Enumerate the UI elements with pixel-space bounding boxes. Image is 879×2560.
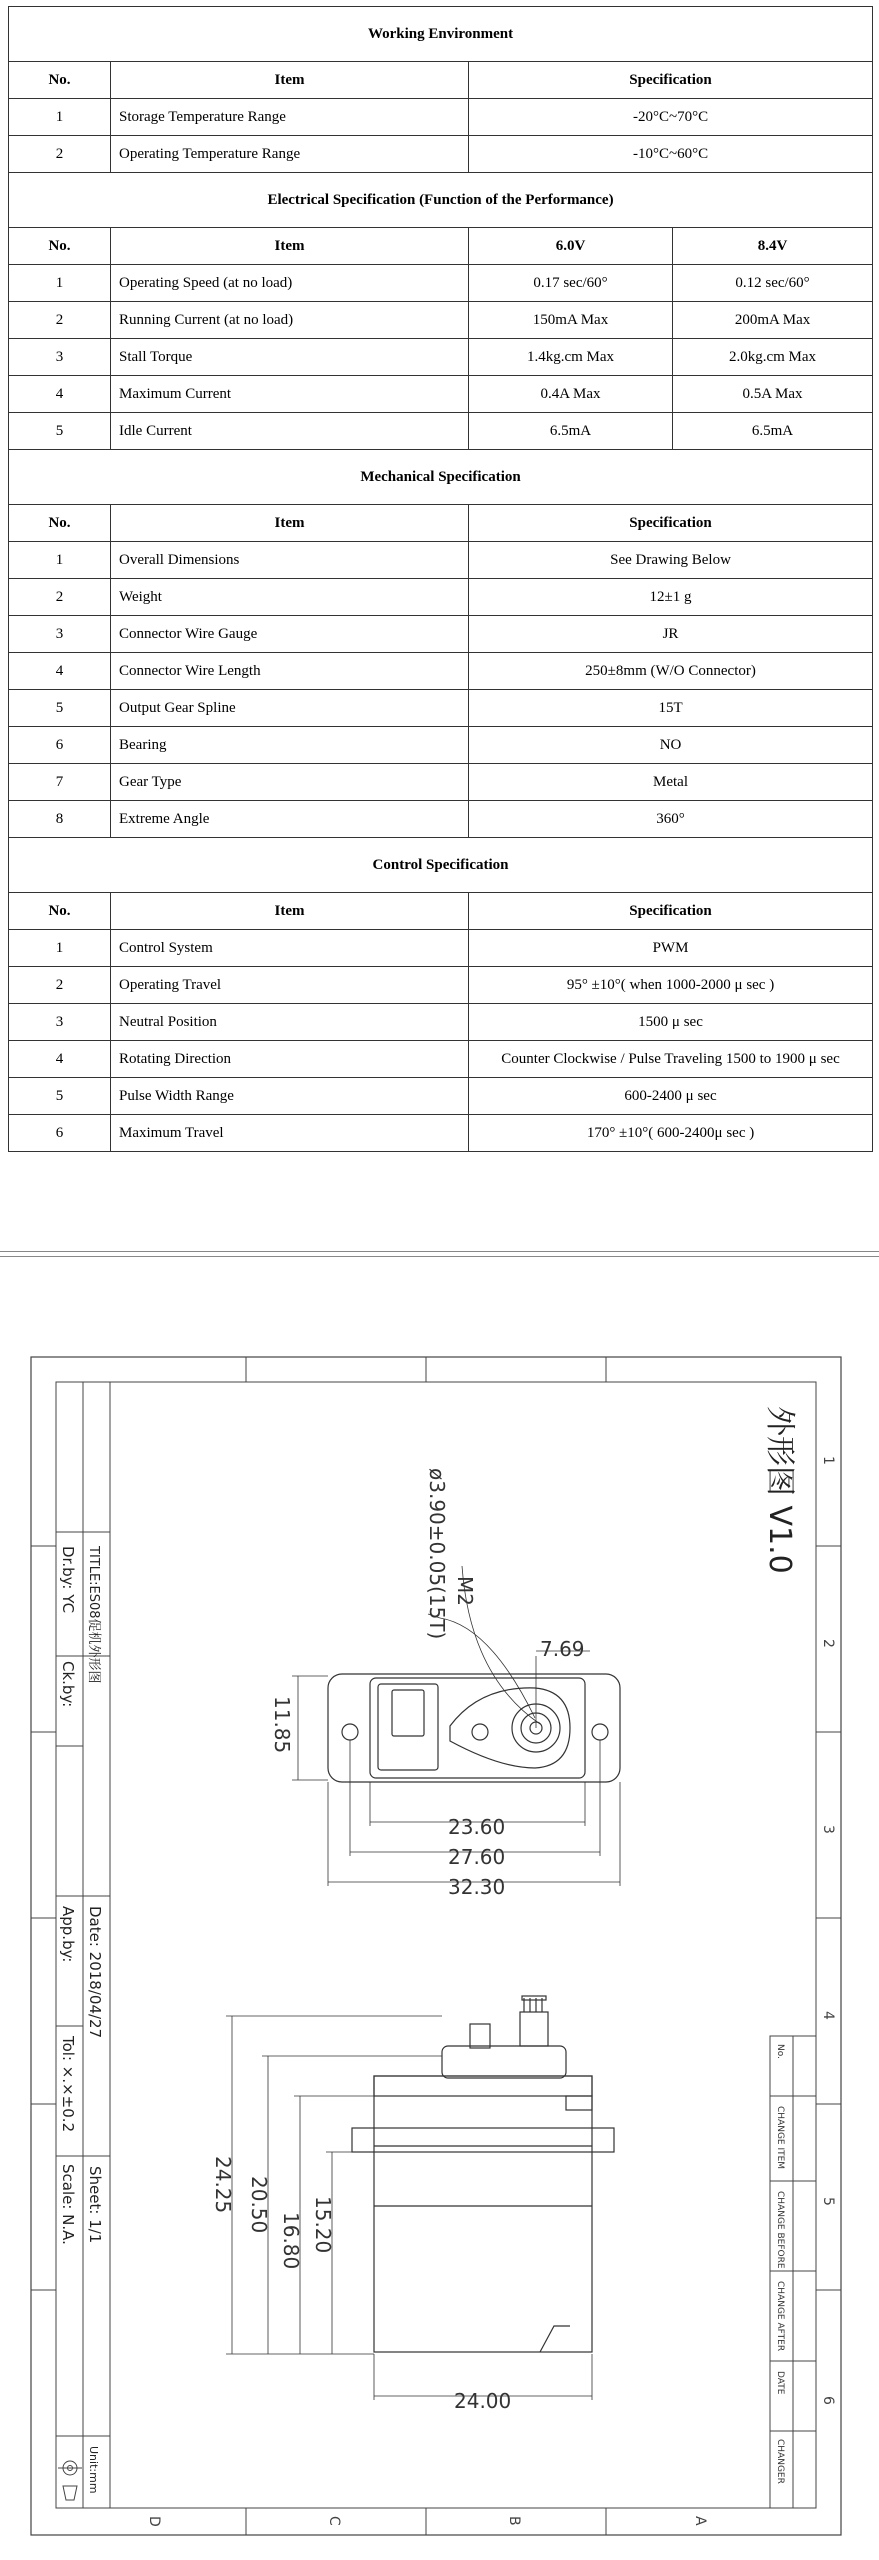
header-cell: Specification	[469, 505, 873, 542]
row-item: Maximum Travel	[111, 1115, 469, 1152]
header-row	[9, 228, 873, 265]
row-item: Operating Speed (at no load)	[111, 265, 469, 302]
row-number: 1	[9, 99, 111, 136]
spec-sheet	[8, 6, 872, 1152]
row-number: 5	[9, 690, 111, 727]
row-number: 4	[9, 1041, 111, 1078]
specification-table	[8, 6, 873, 1152]
row-number: 8	[9, 801, 111, 838]
title-block-text	[59, 1545, 104, 2494]
section-title: Electrical Specification (Function of the Performance)	[9, 173, 873, 228]
dim-overall-width: 32.30	[448, 1875, 506, 1899]
table-row	[9, 653, 873, 690]
row-item: Output Gear Spline	[111, 690, 469, 727]
row-item: Bearing	[111, 727, 469, 764]
header-cell: Specification	[469, 62, 873, 99]
row-zone-label: 2	[820, 1639, 836, 1648]
row-item: Operating Travel	[111, 967, 469, 1004]
header-cell: No.	[9, 505, 111, 542]
row-number: 2	[9, 579, 111, 616]
row-number: 1	[9, 265, 111, 302]
row-number: 3	[9, 1004, 111, 1041]
dim-spline: ø3.90±0.05(15T)	[425, 1468, 449, 1640]
row-item: Gear Type	[111, 764, 469, 801]
section-title-row	[9, 173, 873, 228]
column-zone-label: A	[692, 2516, 708, 2526]
tb-approved-by: App.by:	[59, 1906, 77, 1963]
header-cell: No.	[9, 228, 111, 265]
row-value: 0.4A Max	[469, 376, 673, 413]
table-row	[9, 1115, 873, 1152]
tb-unit: Unit:mm	[87, 2446, 100, 2494]
table-row	[9, 542, 873, 579]
table-row	[9, 376, 873, 413]
page-divider	[0, 1251, 879, 1252]
section-title-row	[9, 7, 873, 62]
row-value: 6.5mA	[469, 413, 673, 450]
table-row	[9, 1041, 873, 1078]
header-cell: No.	[9, 893, 111, 930]
dim-case-height: 16.80	[279, 2212, 303, 2270]
row-zone-labels	[820, 1456, 836, 2405]
row-number: 4	[9, 653, 111, 690]
dim-screw: M2	[453, 1576, 477, 1606]
row-number: 7	[9, 764, 111, 801]
column-zone-label: C	[326, 2516, 342, 2526]
table-row	[9, 690, 873, 727]
tb-title: TITLE:ES08促机外形图	[86, 1546, 101, 1684]
section-title: Mechanical Specification	[9, 450, 873, 505]
row-number: 2	[9, 136, 111, 173]
row-number: 6	[9, 1115, 111, 1152]
row-value: JR	[469, 616, 873, 653]
table-row	[9, 99, 873, 136]
page-divider	[0, 1256, 879, 1257]
side-view-dimension-text	[211, 2156, 511, 2413]
dim-body-width: 23.60	[448, 1815, 506, 1839]
section-title: Control Specification	[9, 838, 873, 893]
row-number: 6	[9, 727, 111, 764]
row-value: 1500 μ sec	[469, 1004, 873, 1041]
header-cell: Item	[111, 62, 469, 99]
row-value: Metal	[469, 764, 873, 801]
header-cell: 6.0V	[469, 228, 673, 265]
row-value: 2.0kg.cm Max	[673, 339, 873, 376]
row-value: 1.4kg.cm Max	[469, 339, 673, 376]
section-title: Working Environment	[9, 7, 873, 62]
tb-scale: Scale: N.A.	[59, 2164, 77, 2245]
header-cell: Item	[111, 228, 469, 265]
row-zone-label: 4	[820, 2011, 836, 2020]
dim-offset: 7.69	[540, 1637, 585, 1661]
header-cell: No.	[9, 62, 111, 99]
dim-overall-height: 24.25	[211, 2156, 235, 2214]
change-block-label: CHANGER	[775, 2439, 785, 2484]
row-value: 15T	[469, 690, 873, 727]
table-row	[9, 413, 873, 450]
row-item: Connector Wire Gauge	[111, 616, 469, 653]
row-item: Weight	[111, 579, 469, 616]
table-row	[9, 764, 873, 801]
row-number: 5	[9, 413, 111, 450]
row-value: PWM	[469, 930, 873, 967]
change-block-label: CHANGE AFTER	[775, 2281, 785, 2352]
row-value: 360°	[469, 801, 873, 838]
drawing-title: 外形图 V1.0	[762, 1406, 797, 1574]
row-number: 2	[9, 967, 111, 1004]
table-row	[9, 616, 873, 653]
row-item: Extreme Angle	[111, 801, 469, 838]
header-row	[9, 505, 873, 542]
dim-lower-height: 15.20	[311, 2196, 335, 2254]
row-value: -10°C~60°C	[469, 136, 873, 173]
row-number: 1	[9, 930, 111, 967]
row-number: 3	[9, 616, 111, 653]
section-title-row	[9, 838, 873, 893]
change-block-label: CHANGE ITEM	[775, 2106, 785, 2170]
row-item: Rotating Direction	[111, 1041, 469, 1078]
row-value: 0.5A Max	[673, 376, 873, 413]
row-item: Stall Torque	[111, 339, 469, 376]
row-zone-label: 3	[820, 1825, 836, 1834]
table-row	[9, 967, 873, 1004]
table-row	[9, 1078, 873, 1115]
change-block-label: CHANGE BEFORE	[775, 2191, 785, 2269]
row-value: 12±1 g	[469, 579, 873, 616]
tb-drawn-by: Dr.by: YC	[59, 1546, 77, 1614]
row-value: 150mA Max	[469, 302, 673, 339]
tb-checked-by: Ck.by:	[59, 1661, 77, 1708]
tb-sheet: Sheet: 1/1	[86, 2166, 104, 2244]
side-view-dimension-lines	[226, 2016, 592, 2400]
dim-hole-span: 27.60	[448, 1845, 506, 1869]
row-zone-label: 1	[820, 1456, 836, 1465]
row-value: 95° ±10°( when 1000-2000 μ sec )	[469, 967, 873, 1004]
table-row	[9, 801, 873, 838]
tb-tolerance: Tol: ×.×±0.2	[59, 2036, 77, 2133]
change-block-label: No.	[775, 2044, 785, 2059]
row-item: Connector Wire Length	[111, 653, 469, 690]
row-zone-label: 6	[820, 2396, 836, 2405]
row-item: Neutral Position	[111, 1004, 469, 1041]
table-row	[9, 930, 873, 967]
row-value: 0.12 sec/60°	[673, 265, 873, 302]
projection-symbol-icon	[58, 2461, 82, 2500]
row-value: 250±8mm (W/O Connector)	[469, 653, 873, 690]
servo-top-view	[328, 1674, 620, 1782]
table-row	[9, 727, 873, 764]
dim-flange-height: 20.50	[247, 2176, 271, 2234]
change-block-label: DATE	[775, 2371, 785, 2395]
change-block-labels	[775, 2044, 785, 2484]
outline-drawing	[30, 1356, 842, 2536]
row-item: Running Current (at no load)	[111, 302, 469, 339]
column-zone-label: D	[146, 2516, 162, 2527]
row-value: See Drawing Below	[469, 542, 873, 579]
row-item: Maximum Current	[111, 376, 469, 413]
dim-base-width: 24.00	[454, 2389, 512, 2413]
row-number: 4	[9, 376, 111, 413]
row-value: NO	[469, 727, 873, 764]
row-item: Pulse Width Range	[111, 1078, 469, 1115]
servo-side-view	[352, 1996, 614, 2352]
drawing-svg	[30, 1356, 842, 2536]
row-zone-label: 5	[820, 2197, 836, 2206]
table-row	[9, 1004, 873, 1041]
row-number: 5	[9, 1078, 111, 1115]
header-row	[9, 62, 873, 99]
tb-date: Date: 2018/04/27	[86, 1906, 104, 2039]
header-cell: Item	[111, 505, 469, 542]
dim-height: 11.85	[270, 1696, 294, 1754]
row-value: -20°C~70°C	[469, 99, 873, 136]
table-row	[9, 265, 873, 302]
table-row	[9, 136, 873, 173]
header-cell: Specification	[469, 893, 873, 930]
header-cell: 8.4V	[673, 228, 873, 265]
header-cell: Item	[111, 893, 469, 930]
row-value: 6.5mA	[673, 413, 873, 450]
table-row	[9, 579, 873, 616]
row-value: 0.17 sec/60°	[469, 265, 673, 302]
row-value: 200mA Max	[673, 302, 873, 339]
row-item: Idle Current	[111, 413, 469, 450]
row-item: Storage Temperature Range	[111, 99, 469, 136]
row-number: 1	[9, 542, 111, 579]
row-value: 600-2400 μ sec	[469, 1078, 873, 1115]
row-item: Overall Dimensions	[111, 542, 469, 579]
column-zone-label: B	[506, 2516, 522, 2526]
row-value: Counter Clockwise / Pulse Traveling 1500 to 1900 μ sec	[469, 1041, 873, 1078]
column-zone-labels	[146, 2516, 708, 2527]
row-item: Control System	[111, 930, 469, 967]
row-item: Operating Temperature Range	[111, 136, 469, 173]
row-number: 3	[9, 339, 111, 376]
table-row	[9, 302, 873, 339]
header-row	[9, 893, 873, 930]
row-value: 170° ±10°( 600-2400μ sec )	[469, 1115, 873, 1152]
row-number: 2	[9, 302, 111, 339]
section-title-row	[9, 450, 873, 505]
table-row	[9, 339, 873, 376]
